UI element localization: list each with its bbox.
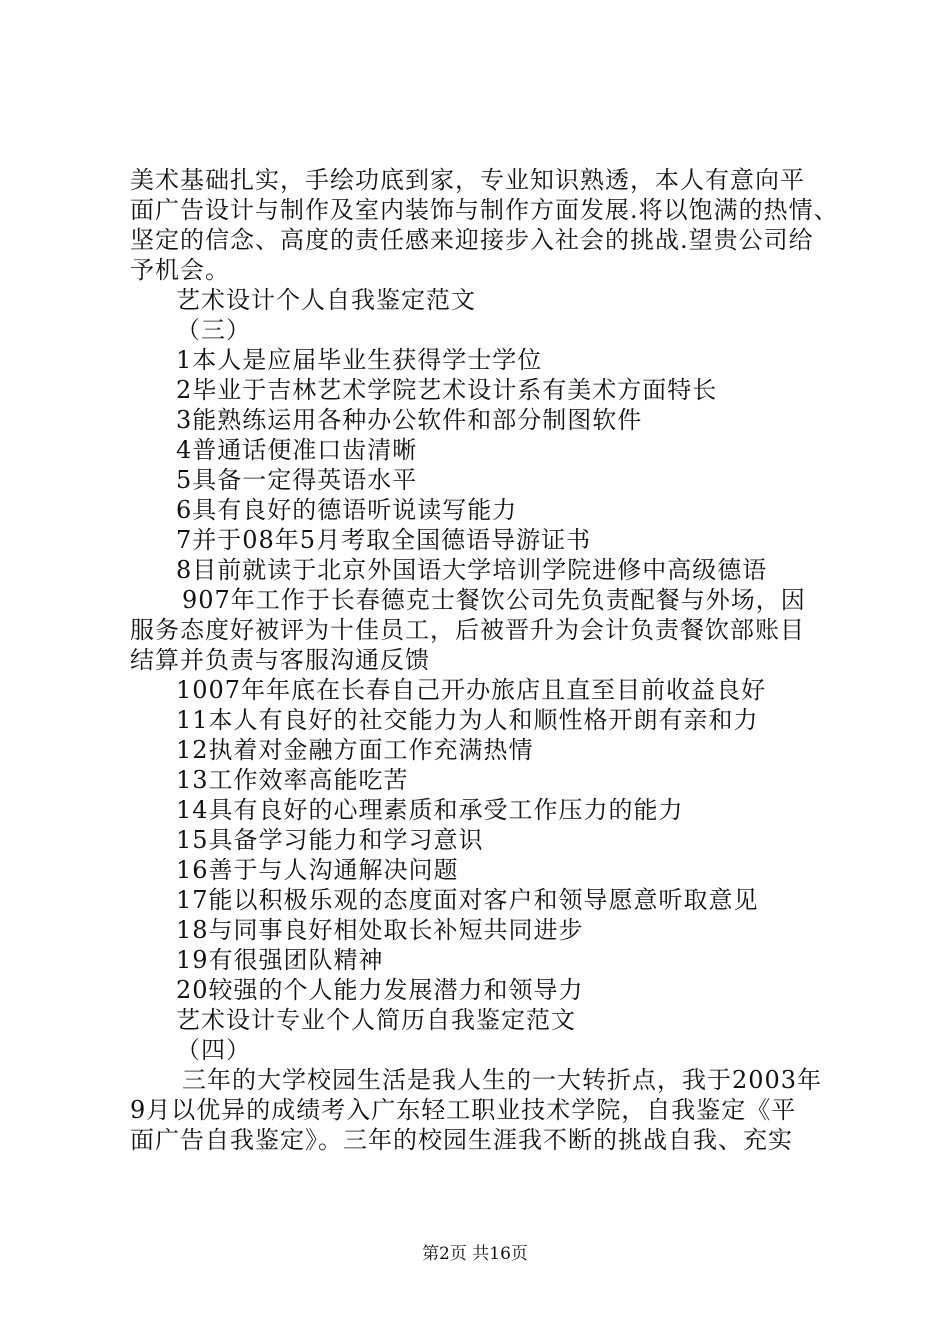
list-item-9 [130,585,830,675]
list-item: 1本人是应届毕业生获得学士学位 [176,346,543,374]
list-item: 2毕业于吉林艺术学院艺术设计系有美术方面特长 [176,376,718,404]
section-4-number: （四） [176,1036,251,1064]
list-item: 18与同事良好相处取长补短共同进步 [176,916,584,944]
list-item: 5具备一定得英语水平 [176,466,418,494]
list-item: 16善于与人沟通解决问题 [176,856,459,884]
text-line: 美术基础扎实，手绘功底到家，专业知识熟透，本人有意向平 [130,166,805,194]
list-item: 6具有良好的德语听说读写能力 [176,496,518,524]
intro-paragraph [130,165,839,285]
section-4-paragraph [130,1065,830,1155]
text-line: 面广告自我鉴定》。三年的校园生涯我不断的挑战自我、充实 [130,1126,793,1154]
list-item: 7并于08年5月考取全国德语导游证书 [176,526,592,554]
list-item: 13工作效率高能吃苦 [176,766,409,794]
list-item: 11本人有良好的社交能力为人和顺性格开朗有亲和力 [176,706,759,734]
section-3-title: 艺术设计个人自我鉴定范文 [176,286,476,314]
text-line: 结算并负责与客服沟通反馈 [130,646,430,674]
list-item: 15具备学习能力和学习意识 [176,826,484,854]
list-b [130,675,830,1005]
text-line: 面广告设计与制作及室内装饰与制作方面发展.将以饱满的热情、 [130,196,839,224]
text-line: 坚定的信念、高度的责任感来迎接步入社会的挑战.望贵公司给 [130,226,814,254]
section-3-number: （三） [176,316,251,344]
text-line: 予机会。 [130,256,230,284]
list-item: 20较强的个人能力发展潜力和领导力 [176,976,584,1004]
section-4-title: 艺术设计专业个人简历自我鉴定范文 [176,1006,576,1034]
page-footer: 第2页 共16页 [422,1244,528,1264]
text-line: 服务态度好被评为十佳员工，后被晋升为会计负责餐饮部账目 [130,616,805,644]
list-item: 14具有良好的心理素质和承受工作压力的能力 [176,796,684,824]
list-a [130,345,830,585]
list-item: 8目前就读于北京外国语大学培训学院进修中高级德语 [176,556,768,584]
list-item: 17能以积极乐观的态度面对客户和领导愿意听取意见 [176,886,759,914]
list-item: 1007年年底在长春自己开办旅店且直至目前收益良好 [176,676,767,704]
list-item: 4普通话便准口齿清晰 [176,436,418,464]
document-body [130,165,839,1155]
list-item: 3能熟练运用各种办公软件和部分制图软件 [176,406,643,434]
text-line: 三年的大学校园生活是我人生的一大转折点，我于2003年 [182,1066,823,1094]
list-item: 19有很强团队精神 [176,946,384,974]
text-line: 907年工作于长春德克士餐饮公司先负责配餐与外场，因 [182,586,806,614]
list-item: 12执着对金融方面工作充满热情 [176,736,534,764]
text-line: 9月以优异的成绩考入广东轻工职业技术学院，自我鉴定《平 [130,1096,797,1124]
